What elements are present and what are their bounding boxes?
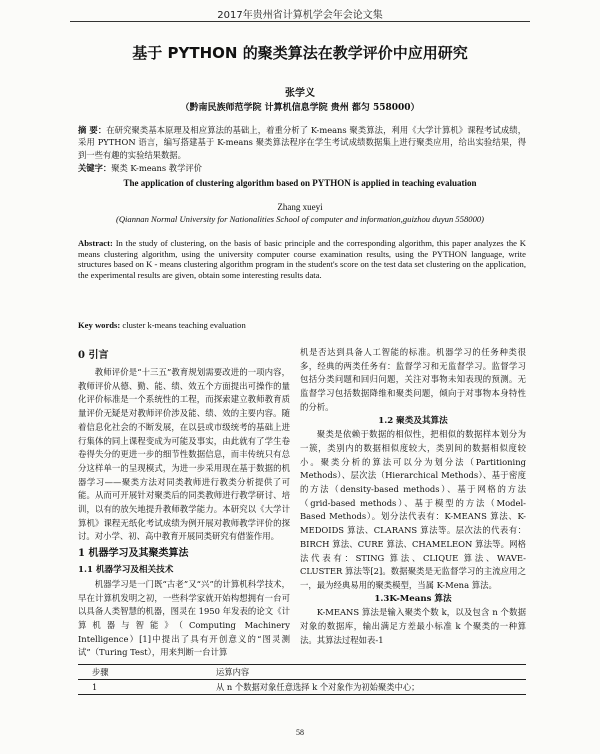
page-number: 58 [296,728,304,737]
paragraph-kmeans: K-MEANS 算法是输入聚类个数 k，以及包含 n 个数据对象的数据库，输出满足方差最小标准 k 个聚类的一种算法。其算法过程如表-1 [300,607,526,645]
table-cell-step: 1 [78,680,176,695]
chinese-abstract [78,124,526,161]
left-column [78,346,290,660]
table-header-content: 运算内容 [176,665,526,680]
english-title: The application of clustering algorithm based on PYTHON is applied in teaching evaluation [123,178,477,188]
english-abstract-label: Abstract: [78,238,113,248]
chinese-keywords-text: 聚类 K-means 教学评价 [111,163,202,173]
table-header-row [78,665,526,680]
table-cell-content: 从 n 个数据对象任意选择 k 个对象作为初始聚类中心； [176,680,526,695]
running-head: 2017年贵州省计算机学会年会论文集 [217,10,383,21]
english-keywords [78,320,526,330]
english-author: Zhang xueyi [277,202,323,212]
paragraph-continued: 机是否达到具备人工智能的标准。机器学习的任务种类很多，经典的两类任务有：监督学习和无监督学习。监督学习包括分类问题和回归问题，关注对事物未知表现的预测。无监督学习包括数据降维和聚类问题，倾向于对事物本身特性的分析。 [300,347,526,412]
subsection-heading-1-2: 1.2 聚类及其算法 [378,415,448,426]
header-rule [70,21,530,22]
paragraph-machine-learning: 机器学习是一门既“古老”又“兴”的计算机科学技术，早在计算机发明之初，一些科学家就开始构想拥有一台可以具备人类智慧的机器，图灵在 1950 年发表的论文《计算机器与智能》（Computing Machinery Intelligence）[1]中提出了具有开创意义的“图灵测试”（Turing Test），用来判断一台计算 [78,578,290,658]
author: 张学义 [285,88,315,99]
subsection-heading-1-3: 1.3K-Means 算法 [374,593,452,604]
english-abstract [78,238,526,280]
table-header-step: 步骤 [78,665,176,680]
paragraph-clustering: 聚类是依赖于数据的相似性，把相似的数据样本划分为一簇，类别内的数据相似度较大，类别间的数据相似度较小。聚类分析的算法可以分为划分法（Partitioning Methods）、层次法（Hierarchical Methods）、基于密度的方法（density-based methods）、基于网格的方法（grid-based methods）、基于模型的方法（Model-Based Methods）。划分法代表有：K-MEANS 算法、K-MEDOIDS 算法、CLARANS 算法等。层次法的代表有：BIRCH 算法、CURE 算法、CHAMELEON 算法等。网格法代表有：STING 算法、CLIQUE 算法、WAVE-CLUSTER 算法等[2]。数据聚类是无监督学习的主流应用之一，最为经典易用的聚类模型，当属 K-Mena 算法。 [300,429,526,590]
right-column [300,346,526,647]
english-affiliation: (Qiannan Normal University for Nationalities School of computer and information,guizhou duyun 558000) [115,214,485,224]
subsection-heading-1-1: 1.1 机器学习及相关技术 [78,565,174,576]
table-row [78,680,526,695]
chinese-keywords-label: 关键字： [78,163,112,173]
english-keywords-label: Key words: [78,320,121,330]
chinese-keywords [78,162,526,174]
chinese-abstract-label: 摘 要： [78,125,107,135]
chinese-abstract-text: 在研究聚类基本原理及相应算法的基础上，着重分析了 K-means 聚类算法，利用《大学计算机》课程考试成绩，采用 PYTHON 语言，编写搭建基于 K-means 聚类算法程序在学生考试成绩数据集上进行聚类应用，给出实验结果，得到一些有趣的实验结果数据。 [78,125,526,160]
section-heading-machine-learning: 1 机器学习及其聚类算法 [78,548,189,560]
algorithm-table [78,664,526,695]
affiliation: （黔南民族师范学院 计算机信息学院 贵州 都匀 558000） [180,103,420,113]
section-heading-introduction: 0 引言 [78,350,109,361]
paragraph-introduction: 教师评价是“十三五”教育规划需要改进的一项内容，教师评价从德、勤、能、绩、效五个方面提出可操作的量化评价标准是一个系统性的工程，而探索建立教师教育质量评价无疑是对教师评价涉及能、绩、效的主要内容。随着信息化社会的不断发展，在以县或市级统考的基础上进行集体的同上课程变成为可能及事实，由此就有了学生卷卷得失分的更进一步的细节性数据信息，而丰传统只有总分这样单一的呈现模式，为进一步采用现在基于数据的机器学习——聚类方法对同类教师进行教类分析提供了可能。从而可开展针对聚类后的同类教师进行教学研讨、培训，以有的放矢地提升教师教学能力。本研究以《大学计算机》课程无纸化考试成绩为例开展对教师教学评价的探讨。对小学、初、高中教育开展同类研究有借鉴作用。 [78,367,290,542]
english-keywords-text: cluster k-means teaching evaluation [122,320,246,330]
english-abstract-text: In the study of clustering, on the basis of basic principle and the corresponding algorithm, this paper analyzes the K means clustering algorithm, using the university computer course examination results, using the PYTHON language, write structures based on K - means clustering algorithm program in the student's score on the test data set clustering on the application, the experimental results are given, obtain some interesting results data. [78,238,527,280]
paper-title: 基于 PYTHON 的聚类算法在教学评价中应用研究 [132,44,468,62]
